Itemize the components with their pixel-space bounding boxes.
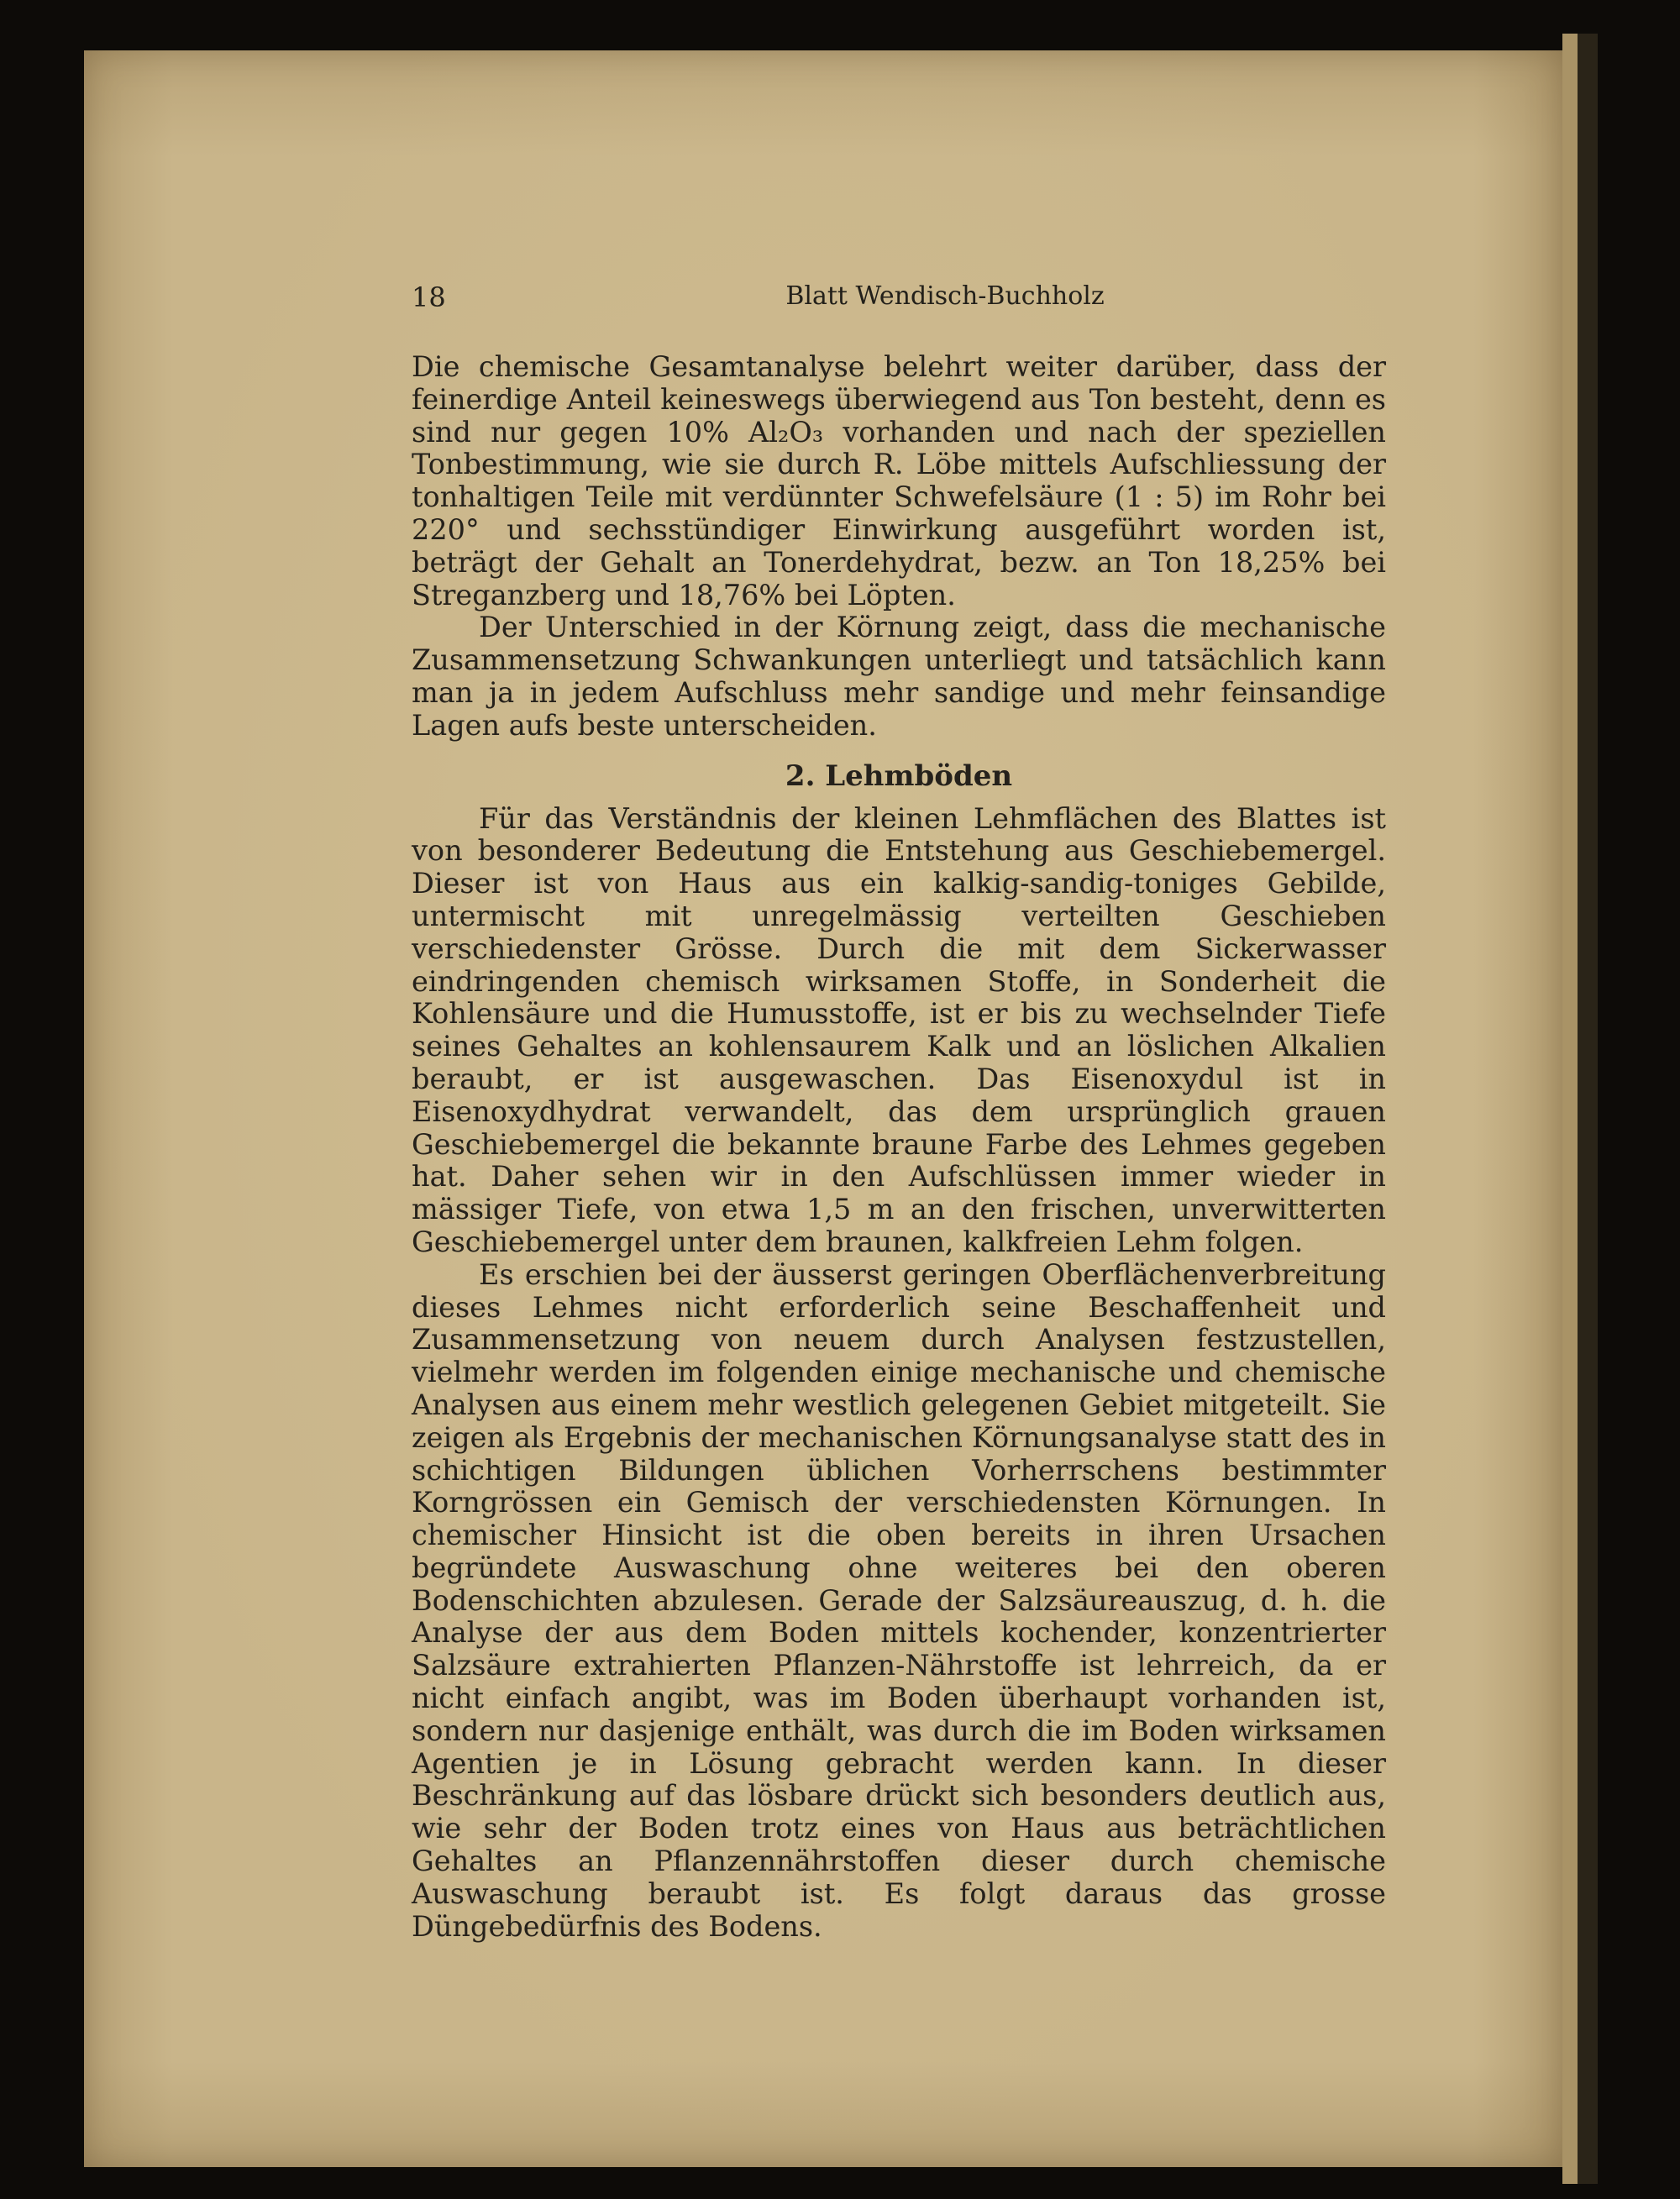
running-head: Blatt Wendisch-Buchholz: [785, 281, 1105, 311]
section-heading: 2. Lehmböden: [785, 758, 1013, 793]
next-page-edge: [1562, 34, 1578, 2184]
page-header: [412, 281, 1386, 315]
page-number: 18: [412, 281, 446, 313]
paragraph: Es erschien bei der äusserst geringen Oberflächenverbreitung dieses Lehmes nicht erforderlich seine Beschaffenheit und Zusammensetzung von neuem durch Analysen festzustellen, vielmehr werden im folgenden einige mechanische und chemische Analysen aus einem mehr westlich gelegenen Gebiet mitgeteilt. Sie zeigen als Ergebnis der mechanischen Körnungsanalyse statt des in schichtigen Bildungen üblichen Vorherrschens bestimmter Korngrössen ein Gemisch der verschiedensten Körnungen. In chemischer Hinsicht ist die oben bereits in ihren Ursachen begründete Auswaschung ohne weiteres bei den oberen Bodenschichten abzulesen. Gerade der Salzsäureauszug, d. h. die Analyse der aus dem Boden mittels kochender, konzentrierter Salzsäure extrahierten Pflanzen-Nährstoffe ist lehrreich, da er nicht einfach angibt, was im Boden überhaupt vorhanden ist, sondern nur dasjenige enthält, was durch die im Boden wirksamen Agentien je in Lösung gebracht werden kann. In dieser Beschränkung auf das lösbare drückt sich besonders deutlich aus, wie sehr der Boden trotz eines von Haus aus beträchtlichen Gehaltes an Pflanzennährstoffen dieser durch chemische Auswaschung beraubt ist. Es folgt daraus das grosse Düngebedürfnis des Bodens.: [412, 1257, 1386, 1943]
paragraph: Für das Verständnis der kleinen Lehmflächen des Blattes ist von besonderer Bedeutung die Entstehung aus Geschiebemergel. Dieser ist von Haus aus ein kalkig-sandig-toniges Gebilde, untermischt mit unregelmässig verteilten Geschieben verschiedenster Grösse. Durch die mit dem Sickerwasser eindringenden chemisch wirksamen Stoffe, in Sonderheit die Kohlensäure und die Humusstoffe, ist er bis zu wechselnder Tiefe seines Gehaltes an kohlensaurem Kalk und an löslichen Alkalien beraubt, er ist ausgewaschen. Das Eisenoxydul ist in Eisenoxydhydrat verwandelt, das dem ursprünglich grauen Geschiebemergel die bekannte braune Farbe des Lehmes gegeben hat. Daher sehen wir in den Aufschlüssen immer wieder in mässiger Tiefe, von etwa 1,5 m an den frischen, unverwitterten Geschiebemergel unter dem braunen, kalkfreien Lehm folgen.: [412, 801, 1386, 1258]
paragraph: Der Unterschied in der Körnung zeigt, dass die mechanische Zusammensetzung Schwankungen unterliegt und tatsächlich kann man ja in jedem Aufschluss mehr sandige und mehr feinsandige Lagen aufs beste unterscheiden.: [412, 611, 1386, 742]
page-body: [412, 351, 1386, 1943]
paragraph: Die chemische Gesamtanalyse belehrt weiter darüber, dass der feinerdige Anteil keineswegs überwiegend aus Ton besteht, denn es sind nur gegen 10% Al₂O₃ vorhanden und nach der speziellen Tonbestimmung, wie sie durch R. Löbe mittels Aufschliessung der tonhaltigen Teile mit verdünnter Schwefelsäure (1 : 5) im Rohr bei 220° und sechsstündiger Einwirkung ausgeführt worden ist, beträgt der Gehalt an Tonerdehydrat, bezw. an Ton 18,25% bei Streganzberg und 18,76% bei Löpten.: [412, 350, 1386, 611]
binding-shadow: [1578, 34, 1598, 2184]
